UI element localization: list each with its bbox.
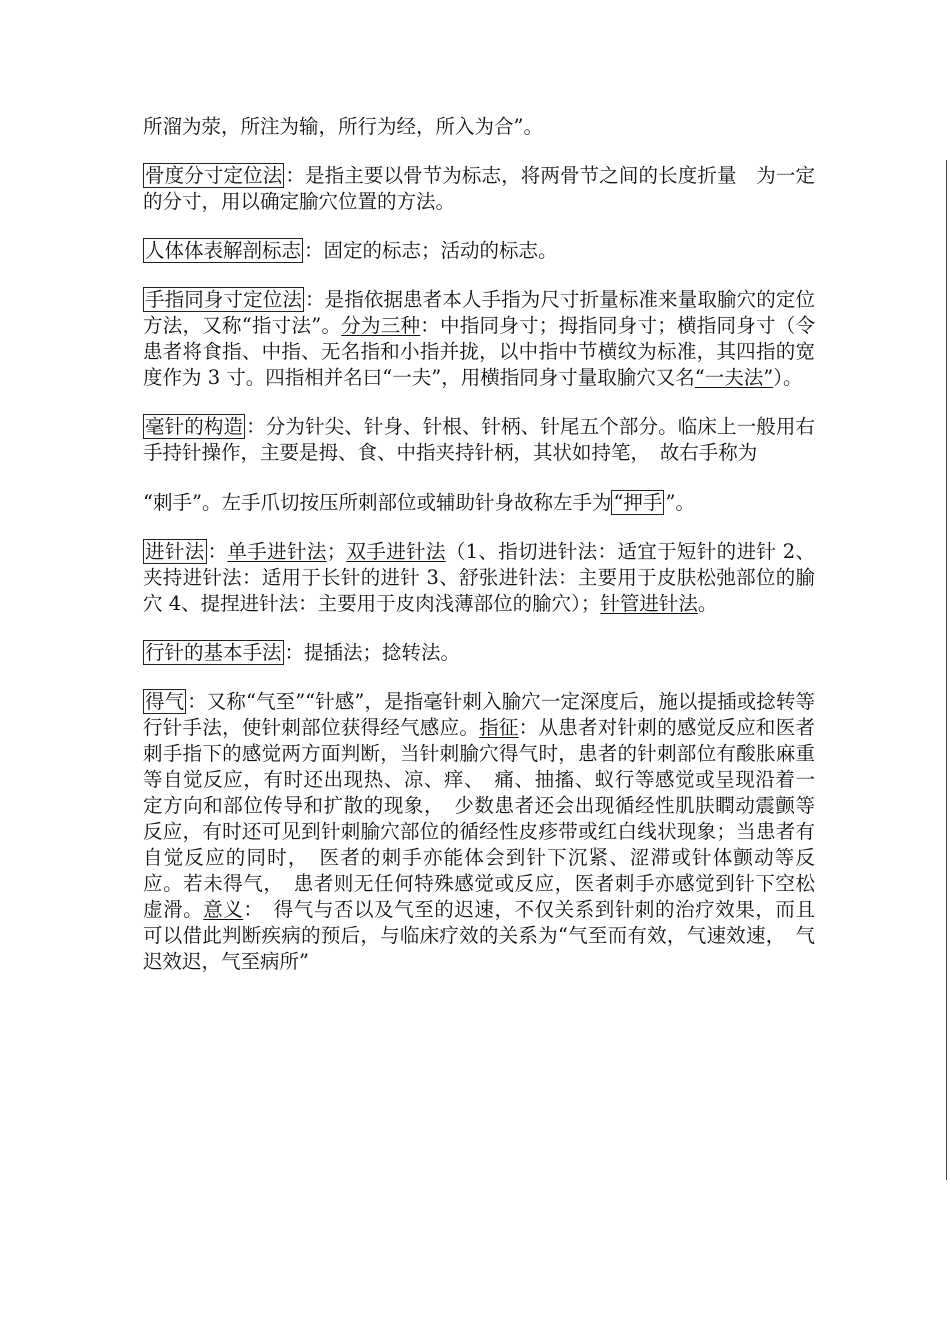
paragraph-text: 。 <box>697 592 718 615</box>
underlined-phrase: 单手进针法 <box>227 540 327 563</box>
term-box: 手指同身寸定位法 <box>145 288 302 311</box>
term-box: 进针法 <box>145 540 205 563</box>
paragraph-basic-manipulation <box>143 640 815 666</box>
term-punct: ： <box>207 540 228 563</box>
underlined-phrase: 指征 <box>479 716 519 739</box>
paragraph-text: ： 得气与否以及气至的迟速，不仅关系到针刺的治疗效果，而且可以借此判断疾病的预后，与临床疗效的关系为“气至而有效，气速效速， 气迟效迟，气至病所” <box>143 898 815 973</box>
term-punct: ： <box>304 239 324 262</box>
page-edge-line <box>946 160 947 1180</box>
paragraph-bone-proportional <box>143 163 815 215</box>
term-punct: ： <box>304 288 325 311</box>
paragraph-text: 提插法；捻转法。 <box>304 641 461 664</box>
paragraph-deqi <box>143 689 815 975</box>
term-box: 毫针的构造 <box>145 415 244 438</box>
paragraph-text: “刺手”。左手爪切按压所刺部位或辅助针身故称左手为 <box>143 491 612 514</box>
paragraph-text: 固定的标志；活动的标志。 <box>323 239 558 262</box>
term-box: 骨度分寸定位法 <box>145 164 283 187</box>
underlined-phrase: 意义 <box>203 898 244 921</box>
paragraph-text: （1、指切进针法：适宜于短针的进针 2、夹持进针法：适用于长针的进针 3、舒张进针法：主要用于皮肤松弛部位的腧穴 4、提捏进针法：主要用于皮肉浅薄部位的腧穴）； <box>143 540 815 615</box>
term-punct: ： <box>246 415 266 438</box>
term-box: 行针的基本手法 <box>145 641 282 664</box>
paragraph-insertion-methods <box>143 539 815 617</box>
paragraph-he-points <box>143 114 815 140</box>
paragraph-finger-cun <box>143 287 815 391</box>
paragraph-text: 分为针尖、针身、针根、针柄、针尾五个部分。临床上一般用右手持针操作，主要是拇、食、中指夹持针柄，其状如持笔， 故右手称为 <box>143 415 815 464</box>
paragraph-anatomical-landmarks <box>143 238 815 264</box>
paragraph-text: 所溜为荥，所注为输，所行为经，所入为合”。 <box>143 115 543 138</box>
term-box: 得气 <box>145 690 185 713</box>
paragraph-text: 又称“气至”“针感”，是指毫针刺入腧穴一定深度后，施以提插或捻转等行针手法，使针刺部位获得经气感应。 <box>143 690 815 739</box>
document-body <box>143 114 815 998</box>
paragraph-pressing-hand <box>143 490 815 516</box>
term-punct: ： <box>285 164 305 187</box>
paragraph-text: 是指主要以骨节为标志，将两骨节之间的长度折量 为一定的分寸，用以确定腧穴位置的方法。 <box>143 164 815 213</box>
paragraph-text: ：中指同身寸；拇指同身寸；横指同身寸（令患者将食指、中指、无名指和小指并拢，以中指中节横纹为标准，其四指的宽度作为 3 寸。四指相并名曰“一夫”，用横指同身寸量取腧穴又名 <box>143 314 815 389</box>
paragraph-text: 是指依据患者本人手指为尺寸折量标准来量取腧穴的定位方法，又称“指寸法”。 <box>143 288 815 337</box>
underlined-phrase: 针管进针法 <box>600 592 698 615</box>
underlined-phrase: 分为三种 <box>341 314 421 337</box>
underlined-phrase: 双手进针法 <box>346 540 446 563</box>
paragraph-text: ）。 <box>773 366 803 389</box>
paragraph-text: ”。 <box>665 491 695 514</box>
term-punct: ： <box>187 690 207 713</box>
term-punct: ： <box>284 641 305 664</box>
term-box: “押手 <box>613 491 663 514</box>
paragraph-needle-structure <box>143 414 815 466</box>
paragraph-text: ：从患者对针刺的感觉反应和医者刺手指下的感觉两方面判断，当针刺腧穴得气时，患者的针刺部位有酸胀麻重等自觉反应，有时还出现热、凉、痒、 痛、抽搐、蚁行等感觉或呈现沿着一定方向和部位传导和扩散的现象， 少数患者还会出现循经性肌肤瞤动震颤等反应，有时还可见到针刺腧穴部位的循经性皮疹带或红白线状现象；当患者有自觉反应的同时， 医者的刺手亦能体会到针下沉紧、涩滞或针体颤动等反应。若未得气， 患者则无任何特殊感觉或反应，医者刺手亦感觉到针下空松虚滑。 <box>143 716 815 921</box>
underlined-phrase: “一夫法” <box>694 366 774 389</box>
term-box: 人体体表解剖标志 <box>145 239 302 262</box>
separator: ； <box>326 540 347 563</box>
